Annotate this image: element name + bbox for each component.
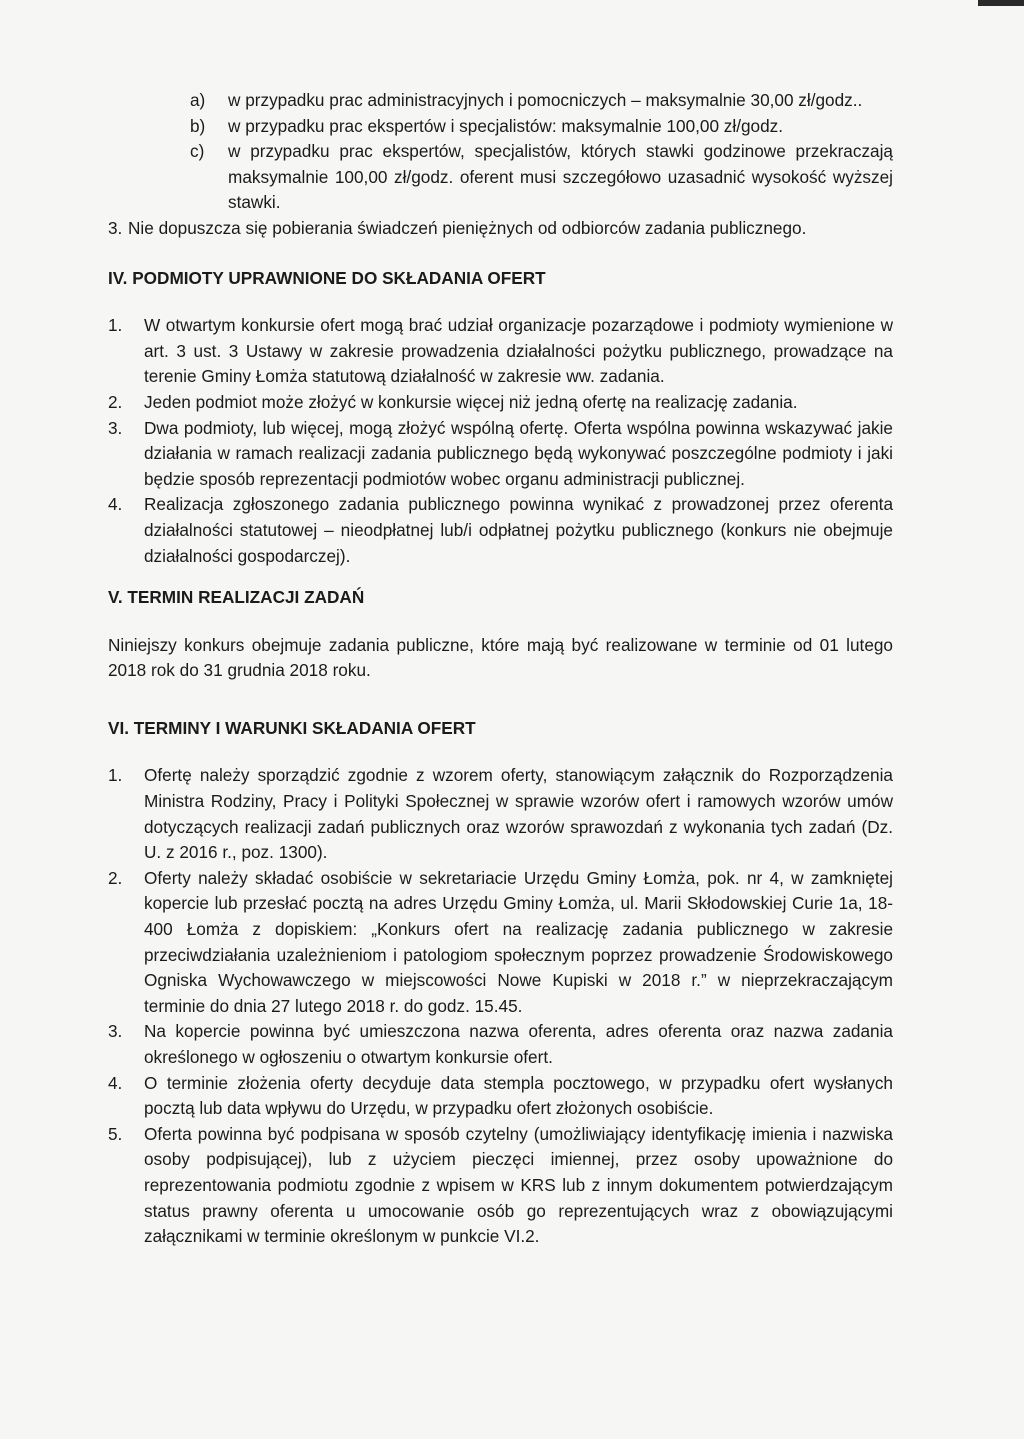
list-item-text: Ofertę należy sporządzić zgodnie z wzorem oferty, stanowiącym załącznik do Rozporządzenia Ministra Rodziny, Pracy i Polityki Społecznej w sprawie wzorów ofert i ramowych wzorów umów dotyczących realizacji zadań publicznych oraz wzorów sprawozdań z wykonania tych zadań (Dz. U. z 2016 r., poz. 1300). — [144, 765, 893, 863]
document-content — [108, 88, 893, 1250]
list-marker: 3. — [108, 417, 123, 438]
list-marker: b) — [190, 115, 206, 136]
list-item-text: Oferta powinna być podpisana w sposób czytelny (umożliwiający identyfikację imienia i nazwiska osoby podpisującej), lub z użyciem pieczęci imiennej, przez osoby upoważnione do reprezentowania podmiotu zgodnie z wpisem w KRS lub z innym dokumentem potwierdzającym status prawny oferenta u umocowanie osób go reprezentujących wraz z obowiązującymi załącznikami w terminie określonym w punkcie VI.2. — [144, 1123, 893, 1247]
list-item — [108, 313, 893, 390]
section-heading-vi: VI. TERMINY I WARUNKI SKŁADANIA OFERT — [108, 717, 476, 738]
list-marker: 3. — [108, 1021, 123, 1042]
list-item — [108, 1122, 893, 1250]
list-marker: 4. — [108, 494, 123, 515]
list-marker: c) — [190, 141, 205, 162]
scan-corner-mark — [978, 0, 1024, 6]
list-item-3 — [108, 216, 893, 242]
list-item — [108, 866, 893, 1020]
list-item-text: Realizacja zgłoszonego zadania publicznego powinna wynikać z prowadzonej przez oferenta działalności statutowej – nieodpłatnej lub/i odpłatnej pożytku publicznego (konkurs nie obejmuje działalności gospodarczej). — [144, 494, 893, 566]
list-item-b — [108, 114, 893, 140]
list-item — [108, 1019, 893, 1070]
list-marker: 2. — [108, 391, 123, 412]
list-item-text: Jeden podmiot może złożyć w konkursie więcej niż jedną ofertę na realizację zadania. — [144, 391, 798, 412]
list-item-text: w przypadku prac administracyjnych i pomocniczych – maksymalnie 30,00 zł/godz.. — [228, 90, 863, 110]
list-item — [108, 1071, 893, 1122]
list-item — [108, 416, 893, 493]
list-item-text: w przypadku prac ekspertów, specjalistów, których stawki godzinowe przekraczają maksymalnie 100,00 zł/godz. oferent musi szczegółowo uzasadnić wysokość wyższej stawki. — [228, 141, 893, 213]
list-item-c — [108, 139, 893, 216]
list-marker: 5. — [108, 1123, 123, 1144]
list-item-a — [108, 88, 893, 114]
list-item-text: Nie dopuszcza się pobierania świadczeń pieniężnych od odbiorców zadania publicznego. — [128, 217, 807, 238]
list-item — [108, 492, 893, 569]
list-marker: 1. — [108, 765, 123, 786]
list-marker: a) — [190, 90, 206, 110]
list-marker: 1. — [108, 315, 123, 336]
list-marker: 4. — [108, 1072, 123, 1093]
list-marker: 2. — [108, 867, 123, 888]
list-item-text: Na kopercie powinna być umieszczona nazwa oferenta, adres oferenta oraz nazwa zadania określonego w ogłoszeniu o otwartym konkursie ofert. — [144, 1021, 893, 1067]
list-marker: 3. — [108, 217, 123, 238]
section-heading-iv: IV. PODMIOTY UPRAWNIONE DO SKŁADANIA OFERT — [108, 267, 546, 288]
list-item-text: Dwa podmioty, lub więcej, mogą złożyć wspólną ofertę. Oferta wspólna powinna wskazywać jakie działania w ramach realizacji zadania publicznego będą wykonywać poszczególne podmioty i jaki będzie sposób reprezentacji podmiotów wobec organu administracji publicznej. — [144, 417, 893, 489]
section-heading-v: V. TERMIN REALIZACJI ZADAŃ — [108, 587, 365, 608]
list-item-text: w przypadku prac ekspertów i specjalistów: maksymalnie 100,00 zł/godz. — [228, 115, 784, 136]
list-item-text: W otwartym konkursie ofert mogą brać udział organizacje pozarządowe i podmioty wymienione w art. 3 ust. 3 Ustawy w zakresie prowadzenia działalności pożytku publicznego, prowadzące na terenie Gminy Łomża statutową działalność w zakresie ww. zadania. — [144, 315, 893, 387]
list-item-text: Oferty należy składać osobiście w sekretariacie Urzędu Gminy Łomża, pok. nr 4, w zamkniętej kopercie lub przesłać pocztą na adres Urzędu Gminy Łomża, ul. Marii Skłodowskiej Curie 1a, 18-400 Łomża z dopiskiem: „Konkurs ofert na realizację zadania publicznego w zakresie przeciwdziałania uzależnieniom i patologiom społecznym poprzez prowadzenie Środowiskowego Ogniska Wychowawczego w miejscowości Nowe Kupiski w 2018 r.” w nieprzekraczającym terminie do dnia 27 lutego 2018 r. do godz. 15.45. — [144, 867, 893, 1016]
list-item — [108, 390, 893, 416]
list-item-text: O terminie złożenia oferty decyduje data stempla pocztowego, w przypadku ofert wysłanych pocztą lub data wpływu do Urzędu, w przypadku ofert złożonych osobiście. — [144, 1072, 893, 1119]
section-body-v: Niniejszy konkurs obejmuje zadania publiczne, które mają być realizowane w terminie od 01 lutego 2018 rok do 31 grudnia 2018 roku. — [108, 634, 893, 681]
list-item — [108, 763, 893, 865]
